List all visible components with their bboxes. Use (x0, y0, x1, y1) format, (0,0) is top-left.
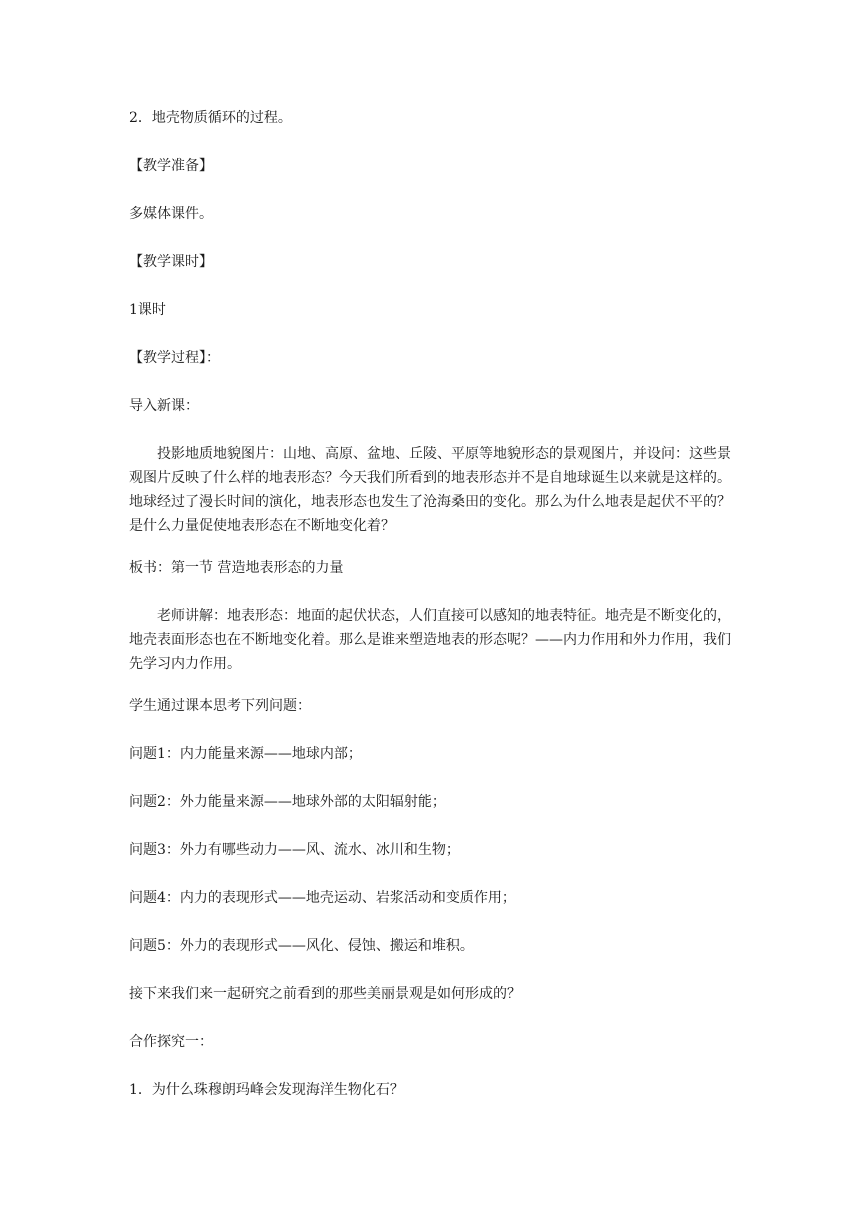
paragraph: 老师讲解：地表形态：地面的起伏状态，人们直接可以感知的地表特征。地壳是不断变化的，地壳表面形态也在不断地变化着。那么是谁来塑造地表的形态呢？——内力作用和外力作用，我们先学习内力作用。 (129, 608, 731, 672)
paragraph: 接下来我们来一起研究之前看到的那些美丽景观是如何形成的？ (129, 986, 521, 1002)
paragraph: 1课时 (129, 302, 166, 318)
section-heading: 合作探究一： (129, 1034, 213, 1050)
list-item: 问题2：外力能量来源——地球外部的太阳辐射能； (129, 794, 446, 810)
list-item: 1．为什么珠穆朗玛峰会发现海洋生物化石？ (129, 1082, 404, 1098)
section-heading: 【教学准备】 (129, 158, 213, 174)
list-item: 问题3：外力有哪些动力——风、流水、冰川和生物； (129, 842, 460, 858)
section-heading: 【教学课时】 (129, 254, 213, 270)
paragraph: 学生通过课本思考下列问题： (129, 698, 311, 714)
list-item: 问题4：内力的表现形式——地壳运动、岩浆活动和变质作用； (129, 890, 516, 906)
list-item: 问题5：外力的表现形式——风化、侵蚀、搬运和堆积。 (129, 938, 474, 954)
section-heading: 【教学过程】： (129, 350, 220, 366)
list-item: 问题1：内力能量来源——地球内部； (129, 746, 362, 762)
paragraph: 多媒体课件。 (129, 206, 213, 222)
paragraph: 投影地质地貌图片：山地、高原、盆地、丘陵、平原等地貌形态的景观图片，并设问：这些景观图片反映了什么样的地表形态？今天我们所看到的地表形态并不是自地球诞生以来就是这样的。地球经过了漫长时间的演化，地表形态也发生了沧海桑田的变化。那么为什么地表是起伏不平的？是什么力量促使地表形态在不断地变化着？ (129, 446, 731, 534)
paragraph: 导入新课： (129, 398, 199, 414)
paragraph: 板书：第一节 营造地表形态的力量 (129, 560, 344, 576)
list-item: 2．地壳物质循环的过程。 (129, 110, 292, 126)
